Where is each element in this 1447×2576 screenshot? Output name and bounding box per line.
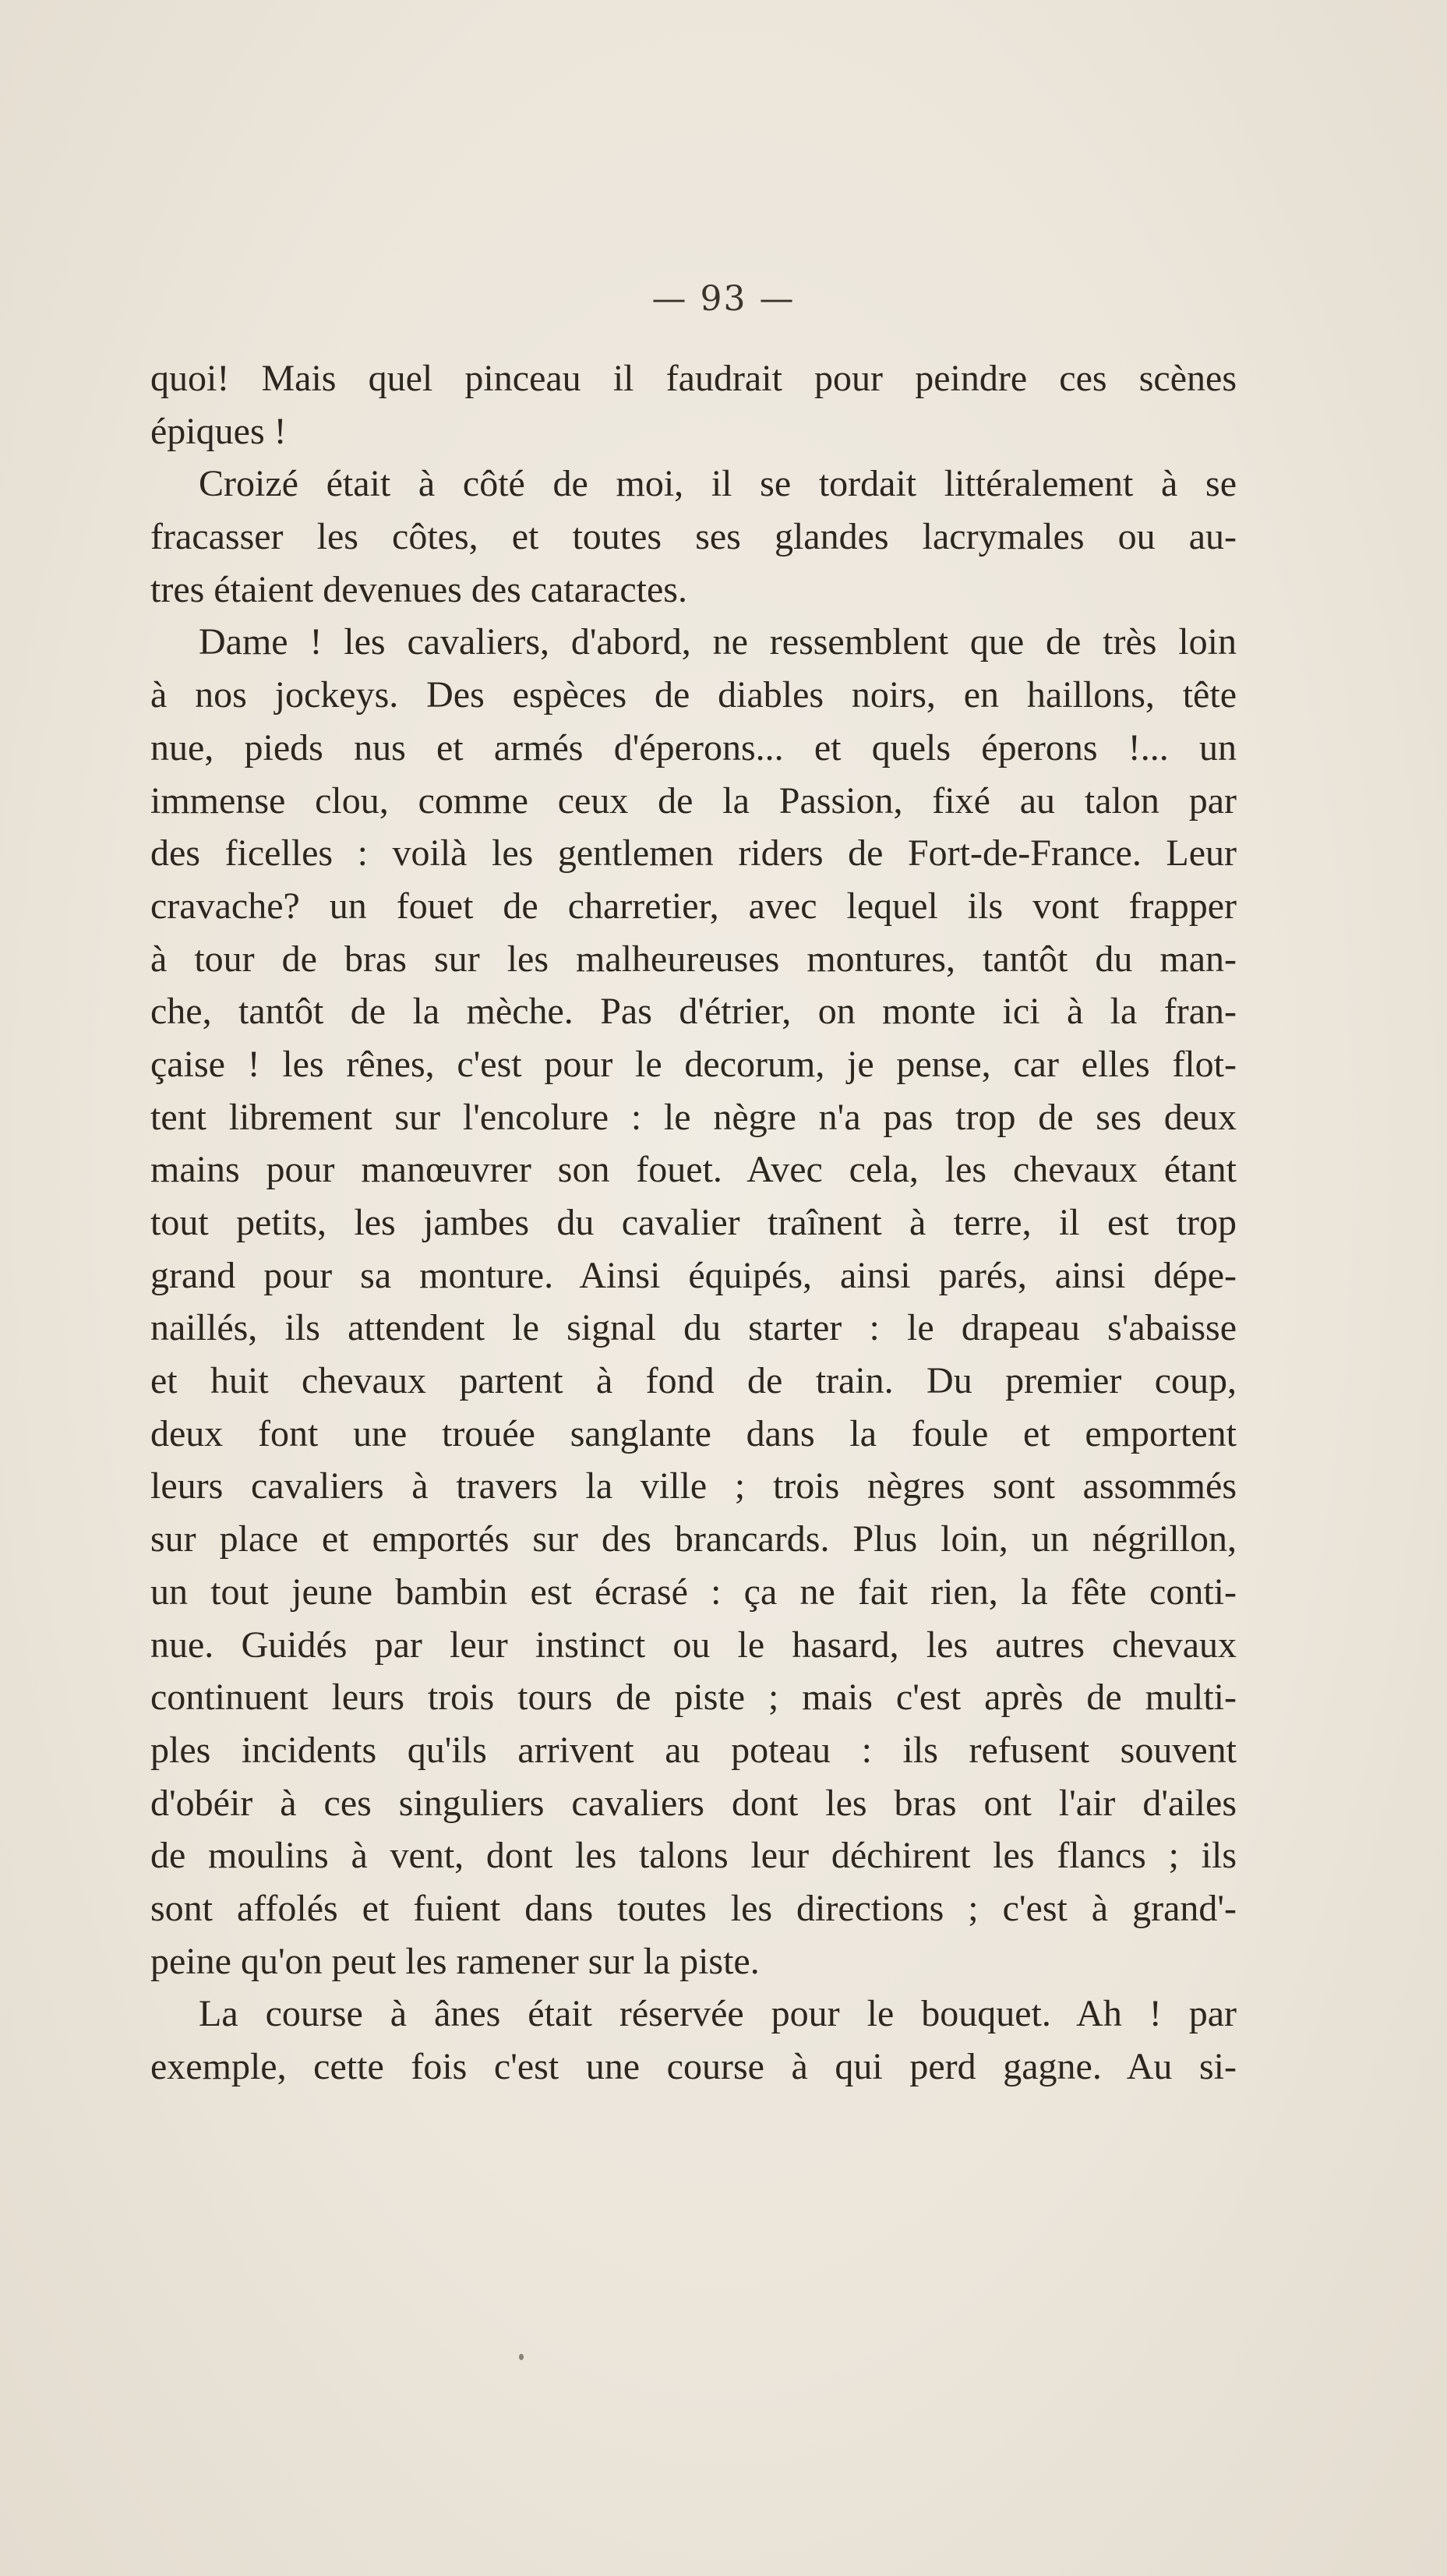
text-line: à nos jockeys. Des espèces de diables noirs, en haillons, tête: [150, 674, 1237, 716]
text-line: grand pour sa monture. Ainsi équipés, ainsi parés, ainsi dépe-: [150, 1254, 1237, 1296]
text-line: immense clou, comme ceux de la Passion, fixé au talon par: [150, 779, 1237, 822]
text-line: exemple, cette fois c'est une course à qui perd gagne. Au si-: [150, 2046, 1237, 2087]
text-line: ples incidents qu'ils arrivent au poteau : ils refusent souvent: [150, 1729, 1237, 1771]
text-line: quoi! Mais quel pinceau il faudrait pour peindre ces scènes: [150, 358, 1237, 399]
text-line: de moulins à vent, dont les talons leur déchirent les flancs ; ils: [150, 1835, 1237, 1877]
text-line: cravache? un fouet de charretier, avec lequel ils vont frapper: [150, 885, 1237, 927]
text-line: à tour de bras sur les malheureuses montures, tantôt du man-: [150, 938, 1237, 980]
text-line: peine qu'on peut les ramener sur la piste.: [150, 1940, 760, 1982]
text-line: épiques !: [150, 410, 287, 452]
text-line: continuent leurs trois tours de piste ; mais c'est après de multi-: [150, 1677, 1237, 1719]
text-line: tout petits, les jambes du cavalier traînent à terre, il est trop: [150, 1202, 1237, 1243]
ink-speck: [519, 2354, 524, 2360]
text-line: nue, pieds nus et armés d'éperons... et quels éperons !... un: [150, 726, 1237, 769]
text-line: sont affolés et fuient dans toutes les directions ; c'est à grand'-: [150, 1887, 1237, 1929]
text-line: tres étaient devenues des cataractes.: [150, 568, 687, 610]
text-line: des ficelles : voilà les gentlemen riders de Fort-de-France. Leur: [150, 832, 1237, 875]
text-line: Croizé était à côté de moi, il se tordait littéralement à se: [199, 463, 1237, 505]
text-line: d'obéir à ces singuliers cavaliers dont les bras ont l'air d'ailes: [150, 1782, 1237, 1824]
text-line: Dame ! les cavaliers, d'abord, ne ressemblent que de très loin: [199, 621, 1237, 663]
text-line: sur place et emportés sur des brancards. Plus loin, un négrillon,: [150, 1518, 1237, 1560]
text-line: mains pour manœuvrer son fouet. Avec cela, les chevaux étant: [150, 1149, 1237, 1191]
text-line: naillés, ils attendent le signal du starter : le drapeau s'abaisse: [150, 1307, 1237, 1349]
text-line: fracasser les côtes, et toutes ses glandes lacrymales ou au-: [150, 516, 1237, 558]
text-line: leurs cavaliers à travers la ville ; trois nègres sont assommés: [150, 1465, 1237, 1507]
text-line: nue. Guidés par leur instinct ou le hasard, les autres chevaux: [150, 1624, 1237, 1666]
page-number: — 93 —: [651, 279, 796, 319]
text-line: che, tantôt de la mèche. Pas d'étrier, on monte ici à la fran-: [150, 991, 1237, 1033]
text-line: La course à ânes était réservée pour le bouquet. Ah ! par: [199, 1993, 1237, 2035]
text-line: un tout jeune bambin est écrasé : ça ne fait rien, la fête conti-: [150, 1571, 1237, 1613]
text-line: çaise ! les rênes, c'est pour le decorum, je pense, car elles flot-: [150, 1043, 1237, 1085]
text-line: deux font une trouée sanglante dans la foule et emportent: [150, 1412, 1237, 1454]
text-line: tent librement sur l'encolure : le nègre n'a pas trop de ses deux: [150, 1096, 1237, 1138]
body-text: [150, 352, 1237, 2094]
text-line: et huit chevaux partent à fond de train. Du premier coup,: [150, 1360, 1237, 1402]
